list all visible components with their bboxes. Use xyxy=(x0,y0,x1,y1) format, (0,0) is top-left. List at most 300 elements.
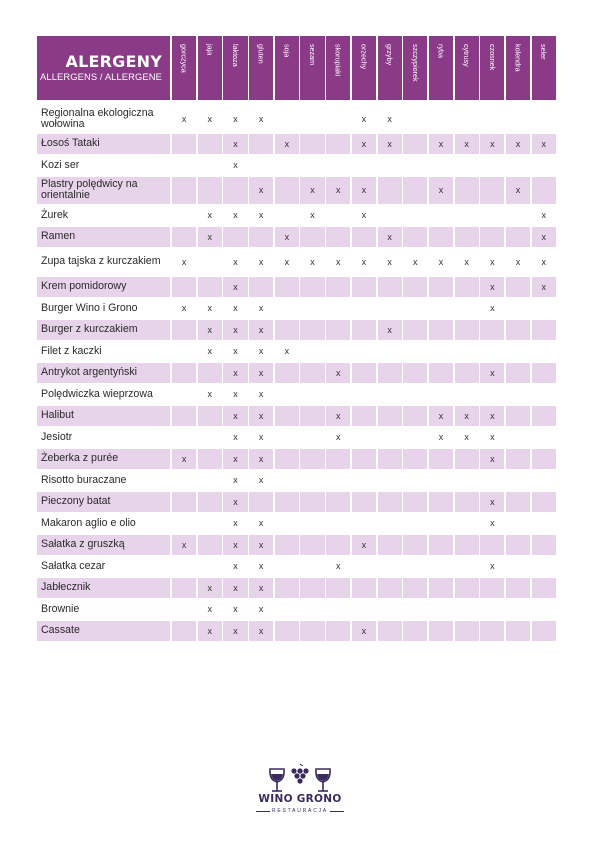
dish-name: Makaron aglio e olio xyxy=(41,516,136,529)
allergen-mark xyxy=(378,341,402,361)
allergen-mark xyxy=(378,298,402,318)
allergen-mark xyxy=(352,341,376,361)
allergen-mark xyxy=(172,363,196,383)
allergen-mark: x xyxy=(249,449,273,469)
allergen-mark xyxy=(172,177,196,204)
allergen-mark xyxy=(506,556,530,576)
allergen-mark xyxy=(455,105,479,132)
allergen-mark xyxy=(480,205,504,225)
allergen-mark xyxy=(532,341,556,361)
allergen-mark xyxy=(378,277,402,297)
allergen-mark xyxy=(172,277,196,297)
dish-name: Burger Wino i Grono xyxy=(41,301,138,314)
allergen-label: orzechy xyxy=(359,44,369,70)
allergen-mark: x xyxy=(438,432,444,442)
allergen-mark xyxy=(198,449,222,469)
allergen-mark: x xyxy=(464,432,469,442)
allergen-mark xyxy=(506,578,530,598)
allergen-mark xyxy=(506,298,530,318)
allergen-mark: x xyxy=(233,475,238,485)
allergen-mark xyxy=(172,320,196,340)
allergen-mark: x xyxy=(532,277,556,297)
allergen-header-cell xyxy=(326,36,350,100)
allergen-mark: x xyxy=(490,303,495,313)
table-row xyxy=(37,427,562,447)
dish-name: Krem pomidorowy xyxy=(37,277,170,297)
allergen-mark xyxy=(275,320,299,340)
allergen-mark xyxy=(172,134,196,154)
title-subtitle: ALLERGENS / ALLERGENE xyxy=(40,71,162,82)
logo-tagline: RESTAURACJA xyxy=(271,808,329,814)
allergen-label: gorczyca xyxy=(179,44,189,73)
table-row xyxy=(37,155,562,175)
allergen-mark: x xyxy=(223,134,247,154)
allergen-mark xyxy=(455,155,479,175)
allergen-mark xyxy=(300,227,324,247)
allergen-mark xyxy=(198,134,222,154)
allergen-mark: x xyxy=(541,210,546,220)
allergen-mark: x xyxy=(326,177,350,204)
allergen-mark xyxy=(326,384,350,404)
allergen-mark xyxy=(455,227,479,247)
allergen-mark xyxy=(172,427,196,447)
allergen-mark xyxy=(480,227,504,247)
allergen-mark: x xyxy=(352,621,376,641)
allergen-mark xyxy=(249,155,273,175)
allergen-mark xyxy=(198,470,222,490)
allergen-mark: x xyxy=(223,363,247,383)
allergen-mark xyxy=(275,406,299,426)
allergen-mark: x xyxy=(249,177,273,204)
allergen-mark xyxy=(275,621,299,641)
allergen-mark xyxy=(378,492,402,512)
allergen-mark: x xyxy=(300,177,324,204)
table-row xyxy=(37,535,562,555)
allergen-mark xyxy=(172,578,196,598)
allergen-mark xyxy=(249,227,273,247)
allergen-mark: x xyxy=(249,621,273,641)
allergen-mark xyxy=(326,320,350,340)
allergen-mark xyxy=(403,492,427,512)
allergen-mark xyxy=(223,227,247,247)
allergen-mark xyxy=(352,227,376,247)
allergen-mark xyxy=(532,177,556,204)
allergen-mark xyxy=(506,406,530,426)
allergen-mark xyxy=(249,277,273,297)
allergen-mark xyxy=(300,535,324,555)
allergen-mark: x xyxy=(258,210,264,220)
allergen-mark xyxy=(198,363,222,383)
allergen-mark xyxy=(532,155,556,175)
allergen-mark xyxy=(326,341,350,361)
allergen-mark: x xyxy=(378,320,402,340)
allergen-mark xyxy=(403,177,427,204)
allergen-mark: x xyxy=(258,256,264,267)
table-row xyxy=(37,578,562,598)
allergen-mark xyxy=(403,449,427,469)
allergen-mark xyxy=(352,384,376,404)
allergen-mark xyxy=(198,535,222,555)
allergen-mark xyxy=(326,205,350,225)
allergen-mark xyxy=(198,556,222,576)
allergen-header-cell xyxy=(275,36,299,100)
allergen-mark xyxy=(429,341,453,361)
allergen-label: czosnek xyxy=(487,44,497,71)
allergen-mark xyxy=(506,513,530,533)
dish-name: Brownie xyxy=(41,602,80,615)
allergen-mark xyxy=(506,492,530,512)
allergen-mark: x xyxy=(258,604,264,614)
wine-glasses-grapes-icon xyxy=(250,763,350,795)
allergen-mark xyxy=(429,599,453,619)
allergen-mark xyxy=(506,621,530,641)
allergen-mark: x xyxy=(198,578,222,598)
allergen-label: cytrusy xyxy=(462,44,472,67)
allergen-mark xyxy=(198,492,222,512)
allergen-mark: x xyxy=(506,177,530,204)
allergen-mark xyxy=(403,556,427,576)
allergen-mark xyxy=(403,621,427,641)
allergen-mark: x xyxy=(249,363,273,383)
allergen-mark xyxy=(480,384,504,404)
allergen-mark: x xyxy=(258,561,264,571)
allergen-mark xyxy=(429,621,453,641)
allergen-mark: x xyxy=(233,210,238,220)
allergen-mark xyxy=(480,341,504,361)
dish-name: Sałatka z gruszką xyxy=(37,535,170,555)
allergen-mark xyxy=(352,470,376,490)
allergen-mark: x xyxy=(361,113,367,124)
allergen-mark: x xyxy=(258,346,264,356)
allergen-mark xyxy=(223,177,247,204)
allergen-mark xyxy=(249,134,273,154)
allergen-mark: x xyxy=(455,134,479,154)
allergen-mark: x xyxy=(223,535,247,555)
allergen-label: seler xyxy=(539,44,549,60)
allergen-mark: x xyxy=(335,432,341,442)
allergen-mark xyxy=(403,406,427,426)
table-row xyxy=(37,177,562,204)
table-row xyxy=(37,205,562,225)
allergen-mark: x xyxy=(233,561,238,571)
allergen-mark: x xyxy=(378,227,402,247)
allergen-mark: x xyxy=(198,320,222,340)
allergen-mark: x xyxy=(233,303,238,313)
allergen-mark xyxy=(275,277,299,297)
allergen-mark xyxy=(300,599,324,619)
allergen-mark xyxy=(532,427,556,447)
allergen-mark xyxy=(480,535,504,555)
allergen-mark xyxy=(532,599,556,619)
allergen-mark xyxy=(198,177,222,204)
allergen-header-cell xyxy=(506,36,530,100)
allergen-label: grzyby xyxy=(385,44,395,66)
allergen-mark xyxy=(326,134,350,154)
allergen-mark xyxy=(429,105,453,132)
allergen-mark: x xyxy=(233,160,238,170)
allergen-mark xyxy=(403,535,427,555)
table-row xyxy=(37,406,562,426)
dish-name: Żeberka z purée xyxy=(37,449,170,469)
allergen-mark xyxy=(378,363,402,383)
allergen-mark: x xyxy=(275,134,299,154)
allergen-mark: x xyxy=(490,518,495,528)
table-row xyxy=(37,298,562,318)
allergen-mark xyxy=(326,535,350,555)
allergen-mark xyxy=(532,406,556,426)
allergen-mark xyxy=(300,513,324,533)
allergen-mark: x xyxy=(258,113,264,124)
allergen-mark xyxy=(275,470,299,490)
allergen-mark xyxy=(480,470,504,490)
dish-name: Filet z kaczki xyxy=(41,344,102,357)
allergen-mark xyxy=(275,578,299,598)
allergen-mark xyxy=(429,513,453,533)
allergen-mark: x xyxy=(181,113,187,124)
allergen-mark: x xyxy=(207,303,213,313)
allergen-mark xyxy=(403,599,427,619)
allergen-mark: x xyxy=(310,210,315,220)
allergen-mark: x xyxy=(335,561,341,571)
allergen-mark: x xyxy=(541,256,546,267)
allergen-mark: x xyxy=(326,406,350,426)
allergen-mark: x xyxy=(490,561,495,571)
allergen-label: sezam xyxy=(308,44,318,66)
dish-name: Risotto buraczane xyxy=(41,473,127,486)
allergen-mark xyxy=(172,227,196,247)
allergen-mark xyxy=(506,384,530,404)
allergen-mark: x xyxy=(172,535,196,555)
allergen-mark: x xyxy=(258,389,264,399)
allergen-mark xyxy=(378,470,402,490)
allergen-mark: x xyxy=(490,256,495,267)
allergen-header-cell xyxy=(249,36,273,100)
allergen-mark xyxy=(326,513,350,533)
allergen-header-cell xyxy=(172,36,196,100)
allergen-mark xyxy=(300,298,324,318)
allergen-mark xyxy=(506,341,530,361)
table-row xyxy=(37,556,562,576)
allergen-mark xyxy=(403,470,427,490)
allergen-mark xyxy=(326,621,350,641)
allergen-mark: x xyxy=(361,256,367,267)
allergen-mark xyxy=(532,578,556,598)
table-row xyxy=(37,513,562,533)
logo-name: WINO GRONO xyxy=(258,793,342,805)
allergen-mark xyxy=(172,556,196,576)
allergen-mark: x xyxy=(387,113,392,124)
allergen-header-cell xyxy=(352,36,376,100)
restaurant-logo xyxy=(250,763,350,823)
allergen-mark xyxy=(403,384,427,404)
allergen-mark xyxy=(532,556,556,576)
allergen-mark: x xyxy=(284,346,290,356)
allergen-mark xyxy=(506,227,530,247)
dish-name: Zupa tajska z kurczakiem xyxy=(41,255,161,267)
allergen-mark: x xyxy=(233,113,238,124)
allergen-mark xyxy=(326,578,350,598)
allergen-mark xyxy=(532,470,556,490)
allergen-mark: x xyxy=(249,578,273,598)
allergen-mark xyxy=(275,363,299,383)
allergen-mark xyxy=(352,363,376,383)
allergen-mark: x xyxy=(378,134,402,154)
table-row xyxy=(37,492,562,512)
allergen-mark xyxy=(275,427,299,447)
table-row xyxy=(37,599,562,619)
logo-divider-right xyxy=(330,811,344,812)
allergen-mark xyxy=(455,205,479,225)
allergen-mark xyxy=(326,227,350,247)
allergen-mark xyxy=(300,363,324,383)
allergen-mark xyxy=(480,177,504,204)
allergen-mark xyxy=(455,449,479,469)
dish-name: Pieczony batat xyxy=(37,492,170,512)
allergen-mark xyxy=(275,556,299,576)
table-row xyxy=(37,621,562,641)
allergen-mark xyxy=(300,492,324,512)
dish-name: Halibut xyxy=(37,406,170,426)
allergen-header-cell xyxy=(198,36,222,100)
allergen-mark xyxy=(300,449,324,469)
allergen-mark xyxy=(172,384,196,404)
allergen-mark xyxy=(455,298,479,318)
allergen-mark xyxy=(326,105,350,132)
allergen-mark xyxy=(403,298,427,318)
allergen-mark: x xyxy=(387,256,392,267)
allergen-mark: x xyxy=(207,210,213,220)
table-row xyxy=(37,227,562,247)
allergen-mark xyxy=(352,298,376,318)
allergen-mark: x xyxy=(223,449,247,469)
allergen-mark: x xyxy=(207,604,213,614)
allergen-mark: x xyxy=(258,432,264,442)
allergen-mark xyxy=(172,621,196,641)
allergen-mark xyxy=(275,449,299,469)
allergen-mark xyxy=(172,513,196,533)
allergen-mark xyxy=(532,621,556,641)
allergen-mark: x xyxy=(181,256,187,267)
allergen-mark: x xyxy=(258,303,264,313)
allergen-mark: x xyxy=(249,406,273,426)
allergen-mark xyxy=(532,298,556,318)
allergen-mark: x xyxy=(207,346,213,356)
allergen-mark xyxy=(198,513,222,533)
dish-name: Jabłecznik xyxy=(37,578,170,598)
allergen-mark xyxy=(378,578,402,598)
table-row xyxy=(37,277,562,297)
allergen-mark xyxy=(378,535,402,555)
allergen-mark: x xyxy=(233,346,238,356)
allergen-mark xyxy=(378,427,402,447)
allergen-mark xyxy=(480,578,504,598)
allergen-mark xyxy=(172,406,196,426)
table-body xyxy=(37,105,562,641)
allergen-mark xyxy=(275,105,299,132)
dish-name: Żurek xyxy=(41,208,69,221)
allergen-mark xyxy=(429,449,453,469)
allergen-mark: x xyxy=(532,134,556,154)
allergen-mark xyxy=(532,492,556,512)
allergen-mark xyxy=(429,470,453,490)
allergen-mark: x xyxy=(532,227,556,247)
allergen-mark xyxy=(403,277,427,297)
allergen-mark xyxy=(300,621,324,641)
allergen-mark xyxy=(275,384,299,404)
allergen-mark xyxy=(352,277,376,297)
allergen-mark: x xyxy=(207,113,213,124)
allergen-mark xyxy=(300,384,324,404)
allergen-mark xyxy=(506,277,530,297)
allergen-mark xyxy=(455,621,479,641)
allergen-mark xyxy=(403,427,427,447)
allergen-mark: x xyxy=(233,256,238,267)
allergen-mark xyxy=(300,134,324,154)
allergen-mark: x xyxy=(223,277,247,297)
allergen-mark xyxy=(275,177,299,204)
allergen-mark xyxy=(429,155,453,175)
allergen-mark xyxy=(300,406,324,426)
allergen-mark xyxy=(352,492,376,512)
allergen-mark: x xyxy=(198,227,222,247)
allergen-mark: x xyxy=(352,134,376,154)
allergen-mark: x xyxy=(258,475,264,485)
allergen-mark xyxy=(429,277,453,297)
allergen-mark xyxy=(352,599,376,619)
allergen-mark xyxy=(378,513,402,533)
allergen-mark xyxy=(403,578,427,598)
allergen-mark xyxy=(480,105,504,132)
allergen-mark xyxy=(532,535,556,555)
allergen-table xyxy=(37,36,562,641)
allergen-mark xyxy=(172,155,196,175)
allergen-mark xyxy=(275,205,299,225)
allergen-mark xyxy=(378,556,402,576)
table-row xyxy=(37,449,562,469)
allergen-mark xyxy=(326,449,350,469)
allergen-mark xyxy=(429,492,453,512)
allergen-mark xyxy=(506,470,530,490)
allergen-mark xyxy=(378,155,402,175)
title-main: ALERGENY xyxy=(65,52,162,71)
allergen-mark xyxy=(300,277,324,297)
allergen-mark xyxy=(300,470,324,490)
allergen-header-cell xyxy=(403,36,427,100)
allergen-label: kolendra xyxy=(513,44,523,72)
allergen-mark xyxy=(378,177,402,204)
allergen-mark xyxy=(403,341,427,361)
allergen-mark xyxy=(198,155,222,175)
allergen-mark: x xyxy=(223,406,247,426)
allergen-mark xyxy=(300,556,324,576)
allergen-mark xyxy=(506,320,530,340)
table-row xyxy=(37,248,562,275)
allergen-mark xyxy=(378,449,402,469)
allergen-mark xyxy=(480,599,504,619)
allergen-mark xyxy=(300,341,324,361)
allergen-mark xyxy=(300,427,324,447)
allergen-mark xyxy=(275,513,299,533)
allergen-mark xyxy=(378,205,402,225)
allergen-mark xyxy=(455,384,479,404)
dish-name: Łosoś Tataki xyxy=(37,134,170,154)
allergen-mark: x xyxy=(284,256,290,267)
table-row xyxy=(37,105,562,132)
allergen-mark xyxy=(198,248,222,275)
dish-name: Kozi ser xyxy=(41,158,80,171)
allergen-mark: x xyxy=(249,535,273,555)
dish-name: Jesiotr xyxy=(41,430,73,443)
